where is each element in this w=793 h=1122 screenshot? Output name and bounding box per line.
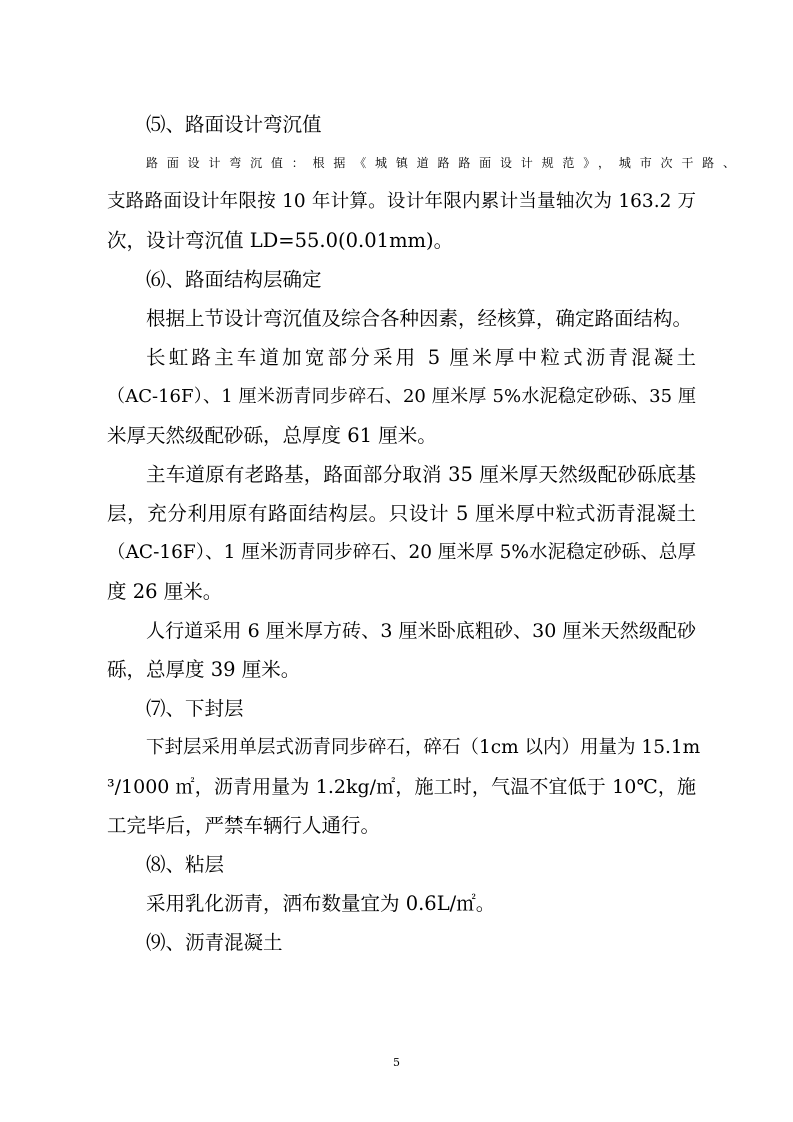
- paragraph-line: 人行道采用 6 厘米厚方砖、3 厘米卧底粗砂、30 厘米天然级配砂: [146, 620, 696, 642]
- paragraph-line: 层，充分利用原有路面结构层。只设计 5 厘米厚中粒式沥青混凝土: [107, 502, 696, 525]
- paragraph-line: 主车道原有老路基，路面部分取消 35 厘米厚天然级配砂砾底基: [146, 463, 696, 486]
- heading-deflection: ⑸、路面设计弯沉值: [146, 113, 322, 136]
- paragraph-line: 次，设计弯沉值 LD=55.0(0.01mm)。: [107, 229, 454, 252]
- heading-asphalt-concrete: ⑼、沥青混凝土: [146, 931, 283, 954]
- paragraph-line: 长虹路主车道加宽部分采用 5 厘米厚中粒式沥青混凝土: [146, 346, 696, 369]
- page-number: 5: [393, 1056, 400, 1069]
- paragraph-line: （AC-16F）、1 厘米沥青同步碎石、20 厘米厚 5%水泥稳定砂砾、35 厘: [107, 386, 696, 407]
- paragraph-line: 度 26 厘米。: [107, 580, 223, 603]
- heading-seal-layer: ⑺、下封层: [146, 697, 244, 720]
- paragraph-line: 砾，总厚度 39 厘米。: [107, 658, 301, 681]
- paragraph-line: 采用乳化沥青，洒布数量宜为 0.6L/㎡。: [146, 892, 496, 915]
- paragraph-line: 下封层采用单层式沥青同步碎石，碎石（1cm 以内）用量为 15.1m: [146, 737, 701, 758]
- paragraph-line: （AC-16F）、1 厘米沥青同步碎石、20 厘米厚 5%水泥稳定砂砾、总厚: [107, 542, 696, 563]
- paragraph-line: 米厚天然级配砂砾，总厚度 61 厘米。: [107, 424, 437, 447]
- paragraph-line: 支路路面设计年限按 10 年计算。设计年限内累计当量轴次为 163.2 万: [107, 191, 696, 212]
- heading-structure: ⑹、路面结构层确定: [146, 268, 322, 291]
- heading-tack-coat: ⑻、粘层: [146, 853, 225, 876]
- paragraph-line: 根据上节设计弯沉值及综合各种因素，经核算，确定路面结构。: [146, 307, 693, 330]
- paragraph-line: 路面设计弯沉值：根据《城镇道路路面设计规范》，城市次干路、: [146, 156, 735, 170]
- paragraph-line: 工完毕后，严禁车辆行人通行。: [107, 814, 381, 837]
- paragraph-line: ³/1000 ㎡，沥青用量为 1.2kg/㎡，施工时，气温不宜低于 10℃，施: [107, 776, 696, 798]
